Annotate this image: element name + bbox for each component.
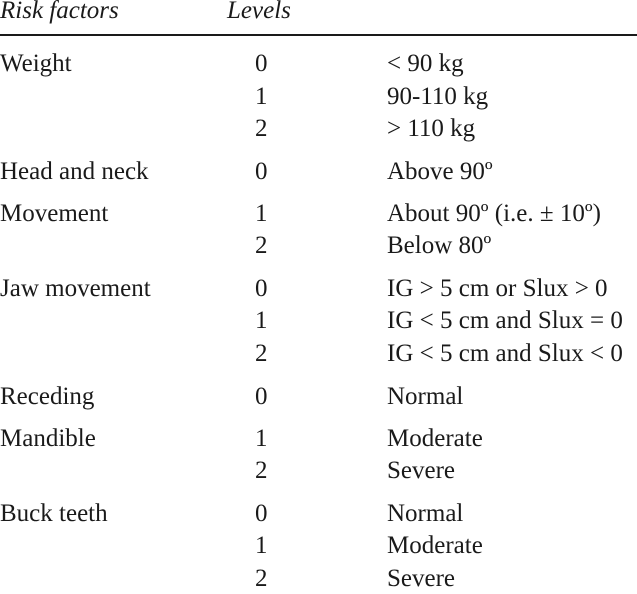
table-row bbox=[0, 158, 637, 186]
header-rule bbox=[0, 34, 637, 36]
risk-factor-cell: Receding bbox=[0, 383, 95, 410]
description-cell: IG > 5 cm or Slux > 0 bbox=[387, 275, 608, 302]
table-row bbox=[0, 565, 637, 593]
table-row bbox=[0, 457, 637, 485]
level-cell: 0 bbox=[255, 158, 268, 185]
level-cell: 2 bbox=[255, 115, 268, 142]
risk-factor-cell: Jaw movement bbox=[0, 275, 151, 302]
description-cell: < 90 kg bbox=[387, 50, 464, 77]
table-row bbox=[0, 340, 637, 368]
level-cell: 0 bbox=[255, 275, 268, 302]
description-cell: IG < 5 cm and Slux < 0 bbox=[387, 340, 623, 367]
level-cell: 1 bbox=[255, 532, 268, 559]
risk-factor-cell: Buck teeth bbox=[0, 500, 108, 527]
level-cell: 2 bbox=[255, 340, 268, 367]
level-cell: 1 bbox=[255, 200, 268, 227]
level-cell: 0 bbox=[255, 500, 268, 527]
description-cell: Moderate bbox=[387, 532, 483, 559]
table-row bbox=[0, 383, 637, 411]
table-row bbox=[0, 232, 637, 260]
description-cell: 90-110 kg bbox=[387, 83, 489, 110]
table-row bbox=[0, 200, 637, 228]
description-cell: Severe bbox=[387, 565, 456, 592]
table-row bbox=[0, 425, 637, 453]
description-cell: Normal bbox=[387, 383, 464, 410]
level-cell: 1 bbox=[255, 425, 268, 452]
level-cell: 0 bbox=[255, 50, 268, 77]
level-cell: 0 bbox=[255, 383, 268, 410]
description-cell: Below 80º bbox=[387, 232, 492, 259]
risk-factor-cell: Head and neck bbox=[0, 158, 149, 185]
table-row bbox=[0, 532, 637, 560]
description-cell: Above 90º bbox=[387, 158, 493, 185]
table-row bbox=[0, 275, 637, 303]
table-row bbox=[0, 115, 637, 143]
level-cell: 2 bbox=[255, 565, 268, 592]
table-row bbox=[0, 500, 637, 528]
description-cell: Severe bbox=[387, 457, 456, 484]
risk-factor-cell: Mandible bbox=[0, 425, 96, 452]
table-row bbox=[0, 50, 637, 78]
table-row bbox=[0, 83, 637, 111]
level-cell: 2 bbox=[255, 232, 268, 259]
risk-factor-cell: Movement bbox=[0, 200, 109, 227]
level-cell: 1 bbox=[255, 307, 268, 334]
header-risk-factors: Risk factors bbox=[0, 0, 119, 24]
table-row bbox=[0, 307, 637, 335]
risk-factor-cell: Weight bbox=[0, 50, 72, 77]
description-cell: About 90º (i.e. ± 10º) bbox=[387, 200, 601, 227]
description-cell: Moderate bbox=[387, 425, 483, 452]
description-cell: > 110 kg bbox=[387, 115, 476, 142]
description-cell: IG < 5 cm and Slux = 0 bbox=[387, 307, 623, 334]
header-levels: Levels bbox=[227, 0, 291, 24]
level-cell: 2 bbox=[255, 457, 268, 484]
description-cell: Normal bbox=[387, 500, 464, 527]
level-cell: 1 bbox=[255, 83, 268, 110]
